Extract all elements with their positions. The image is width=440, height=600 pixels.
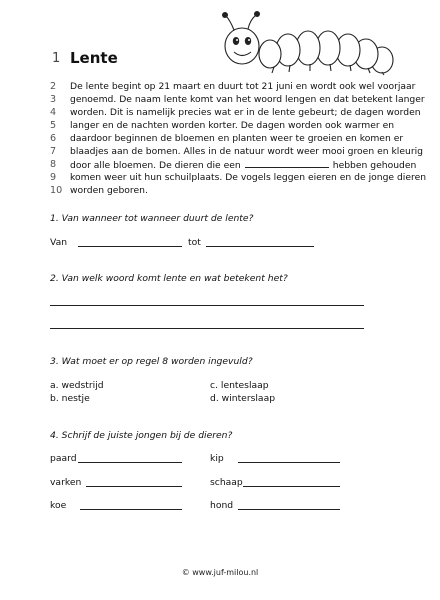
animal-hond: hond [210, 500, 234, 511]
line-number: 10 [50, 185, 63, 196]
label-tot: tot [188, 237, 201, 248]
text-line [0, 171, 440, 184]
animal-paard: paard [50, 453, 77, 464]
line-text: worden. Dit is namelijk precies wat er in de lente gebeurt; de dagen worden [70, 107, 421, 118]
line-text: komen weer uit hun schuilplaats. De vogels leggen eieren en de jonge dieren [70, 172, 427, 183]
option-a[interactable]: a. wedstrijd [50, 380, 104, 391]
line-text: worden geboren. [70, 185, 148, 196]
answer-line[interactable] [50, 328, 364, 329]
page-title: Lente [70, 49, 118, 67]
text-line [0, 93, 440, 106]
text-line [0, 158, 440, 171]
answer-line-tot[interactable] [206, 246, 314, 247]
line-number: 7 [50, 146, 57, 157]
option-b[interactable]: b. nestje [50, 393, 90, 404]
text-line [0, 184, 440, 197]
line-text: blaadjes aan de bomen. Alles in de natuur wordt weer mooi groen en kleurig [70, 146, 423, 157]
question-4: 4. Schrijf de juiste jongen bij de dieren? [50, 430, 233, 441]
option-d[interactable]: d. winterslaap [210, 393, 276, 404]
question-3: 3. Wat moet er op regel 8 worden ingevuld? [50, 356, 253, 367]
question-1: 1. Van wanneer tot wanneer duurt de lente? [50, 213, 254, 224]
fill-in-blank[interactable] [245, 158, 329, 168]
text-line [0, 106, 440, 119]
option-c[interactable]: c. lenteslaap [210, 380, 269, 391]
text-line [0, 119, 440, 132]
animal-koe: koe [50, 500, 67, 511]
answer-line-koe[interactable] [80, 509, 182, 510]
line-text: daardoor beginnen de bloemen en planten weer te groeien en komen er [70, 133, 404, 144]
line-number: 2 [50, 81, 57, 92]
answer-line[interactable] [50, 305, 364, 306]
line-number: 9 [50, 172, 57, 183]
line-text: door alle bloemen. De dieren die een hebben gehouden [70, 160, 417, 171]
animal-kip: kip [210, 453, 224, 464]
line-text: langer en de nachten worden korter. De dagen worden ook warmer en [70, 120, 395, 131]
line-number: 6 [50, 133, 57, 144]
line-text: De lente begint op 21 maart en duurt tot 21 juni en wordt ook wel voorjaar [70, 81, 416, 92]
line-number: 8 [50, 159, 57, 170]
line-number: 1 [52, 51, 61, 66]
line-text: genoemd. De naam lente komt van het woord lengen en dat betekent langer [70, 94, 425, 105]
text-line [0, 145, 440, 158]
line-number: 5 [50, 120, 57, 131]
answer-line-kip[interactable] [238, 462, 340, 463]
line-number: 4 [50, 107, 57, 118]
answer-line-van[interactable] [78, 246, 182, 247]
animal-varken: varken [50, 477, 82, 488]
answer-line-paard[interactable] [78, 462, 182, 463]
label-van: Van [50, 237, 68, 248]
answer-line-schaap[interactable] [243, 486, 340, 487]
answer-line-varken[interactable] [86, 486, 182, 487]
title-row [0, 48, 440, 70]
answer-line-hond[interactable] [238, 509, 340, 510]
text-line [0, 132, 440, 145]
animal-schaap: schaap [210, 477, 243, 488]
question-2: 2. Van welk woord komt lente en wat betekent het? [50, 273, 288, 284]
footer-copyright: © www.juf-milou.nl [181, 568, 259, 577]
line-number: 3 [50, 94, 57, 105]
text-line [0, 80, 440, 93]
